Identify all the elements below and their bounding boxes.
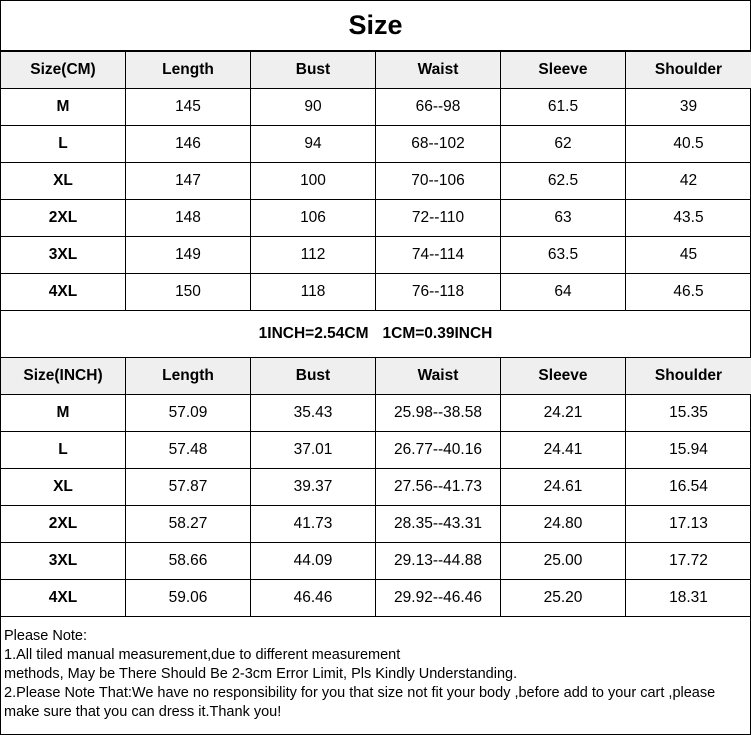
- size-cell: L: [1, 126, 126, 163]
- measure-cell: 15.94: [626, 432, 751, 469]
- measure-cell: 58.66: [126, 543, 251, 580]
- measure-cell: 18.31: [626, 580, 751, 617]
- measure-cell: 100: [251, 163, 376, 200]
- column-header: Shoulder: [626, 52, 751, 89]
- measure-cell: 44.09: [251, 543, 376, 580]
- table-row: [1, 469, 751, 506]
- measure-cell: 150: [126, 274, 251, 311]
- measure-cell: 62: [501, 126, 626, 163]
- cm-size-table: [0, 51, 751, 311]
- measure-cell: 35.43: [251, 395, 376, 432]
- measure-cell: 24.41: [501, 432, 626, 469]
- table-row: [1, 163, 751, 200]
- measure-cell: 94: [251, 126, 376, 163]
- measure-cell: 76--118: [376, 274, 501, 311]
- measure-cell: 25.00: [501, 543, 626, 580]
- size-cell: 2XL: [1, 200, 126, 237]
- cm-to-inch-text: 1CM=0.39INCH: [382, 325, 493, 342]
- measure-cell: 24.21: [501, 395, 626, 432]
- table-row: [1, 506, 751, 543]
- table-row: [1, 126, 751, 163]
- notes-section: [1, 617, 750, 722]
- measure-cell: 148: [126, 200, 251, 237]
- column-header: Size(CM): [1, 52, 126, 89]
- measure-cell: 62.5: [501, 163, 626, 200]
- table-row: [1, 543, 751, 580]
- measure-cell: 26.77--40.16: [376, 432, 501, 469]
- measure-cell: 59.06: [126, 580, 251, 617]
- measure-cell: 61.5: [501, 89, 626, 126]
- measure-cell: 37.01: [251, 432, 376, 469]
- table-row: [1, 237, 751, 274]
- size-cell: M: [1, 395, 126, 432]
- measure-cell: 16.54: [626, 469, 751, 506]
- measure-cell: 74--114: [376, 237, 501, 274]
- column-header: Sleeve: [501, 358, 626, 395]
- measure-cell: 46.5: [626, 274, 751, 311]
- measure-cell: 112: [251, 237, 376, 274]
- column-header: Size(INCH): [1, 358, 126, 395]
- column-header: Bust: [251, 52, 376, 89]
- table-row: [1, 395, 751, 432]
- table-row: [1, 274, 751, 311]
- measure-cell: 39: [626, 89, 751, 126]
- size-cell: XL: [1, 469, 126, 506]
- column-header: Bust: [251, 358, 376, 395]
- table-row: [1, 432, 751, 469]
- measure-cell: 45: [626, 237, 751, 274]
- measure-cell: 25.98--38.58: [376, 395, 501, 432]
- notes-line: methods, May be There Should Be 2-3cm Error Limit, Pls Kindly Understanding.: [4, 666, 518, 682]
- measure-cell: 57.48: [126, 432, 251, 469]
- measure-cell: 43.5: [626, 200, 751, 237]
- measure-cell: 90: [251, 89, 376, 126]
- measure-cell: 46.46: [251, 580, 376, 617]
- notes-line: 1.All tiled manual measurement,due to different measurement: [4, 647, 401, 663]
- size-cell: L: [1, 432, 126, 469]
- inch-size-table: [0, 357, 751, 617]
- measure-cell: 146: [126, 126, 251, 163]
- measure-cell: 25.20: [501, 580, 626, 617]
- notes-line: make sure that you can dress it.Thank you!: [4, 704, 282, 720]
- inch-to-cm-text: 1INCH=2.54CM: [258, 325, 369, 342]
- column-header: Length: [126, 52, 251, 89]
- measure-cell: 68--102: [376, 126, 501, 163]
- measure-cell: 106: [251, 200, 376, 237]
- measure-cell: 66--98: [376, 89, 501, 126]
- table-header-row: [1, 358, 751, 395]
- measure-cell: 17.13: [626, 506, 751, 543]
- measure-cell: 63: [501, 200, 626, 237]
- size-cell: XL: [1, 163, 126, 200]
- size-cell: 4XL: [1, 580, 126, 617]
- measure-cell: 145: [126, 89, 251, 126]
- measure-cell: 24.61: [501, 469, 626, 506]
- size-cell: 4XL: [1, 274, 126, 311]
- table-row: [1, 580, 751, 617]
- measure-cell: 39.37: [251, 469, 376, 506]
- size-cell: 3XL: [1, 543, 126, 580]
- column-header: Length: [126, 358, 251, 395]
- size-cell: 3XL: [1, 237, 126, 274]
- column-header: Shoulder: [626, 358, 751, 395]
- measure-cell: 149: [126, 237, 251, 274]
- unit-conversion: [1, 310, 750, 358]
- measure-cell: 27.56--41.73: [376, 469, 501, 506]
- measure-cell: 17.72: [626, 543, 751, 580]
- chart-title: Size: [1, 1, 750, 51]
- measure-cell: 72--110: [376, 200, 501, 237]
- measure-cell: 28.35--43.31: [376, 506, 501, 543]
- column-header: Waist: [376, 52, 501, 89]
- size-cell: 2XL: [1, 506, 126, 543]
- measure-cell: 29.92--46.46: [376, 580, 501, 617]
- notes-line: 2.Please Note That:We have no responsibility for you that size not fit your body ,before add to your cart ,please: [4, 685, 716, 701]
- measure-cell: 147: [126, 163, 251, 200]
- table-row: [1, 200, 751, 237]
- measure-cell: 57.09: [126, 395, 251, 432]
- table-header-row: [1, 52, 751, 89]
- measure-cell: 29.13--44.88: [376, 543, 501, 580]
- size-cell: M: [1, 89, 126, 126]
- measure-cell: 70--106: [376, 163, 501, 200]
- measure-cell: 58.27: [126, 506, 251, 543]
- measure-cell: 40.5: [626, 126, 751, 163]
- column-header: Sleeve: [501, 52, 626, 89]
- measure-cell: 42: [626, 163, 751, 200]
- measure-cell: 57.87: [126, 469, 251, 506]
- measure-cell: 64: [501, 274, 626, 311]
- measure-cell: 63.5: [501, 237, 626, 274]
- notes-heading: Please Note:: [4, 628, 88, 644]
- measure-cell: 15.35: [626, 395, 751, 432]
- measure-cell: 118: [251, 274, 376, 311]
- measure-cell: 41.73: [251, 506, 376, 543]
- measure-cell: 24.80: [501, 506, 626, 543]
- column-header: Waist: [376, 358, 501, 395]
- table-row: [1, 89, 751, 126]
